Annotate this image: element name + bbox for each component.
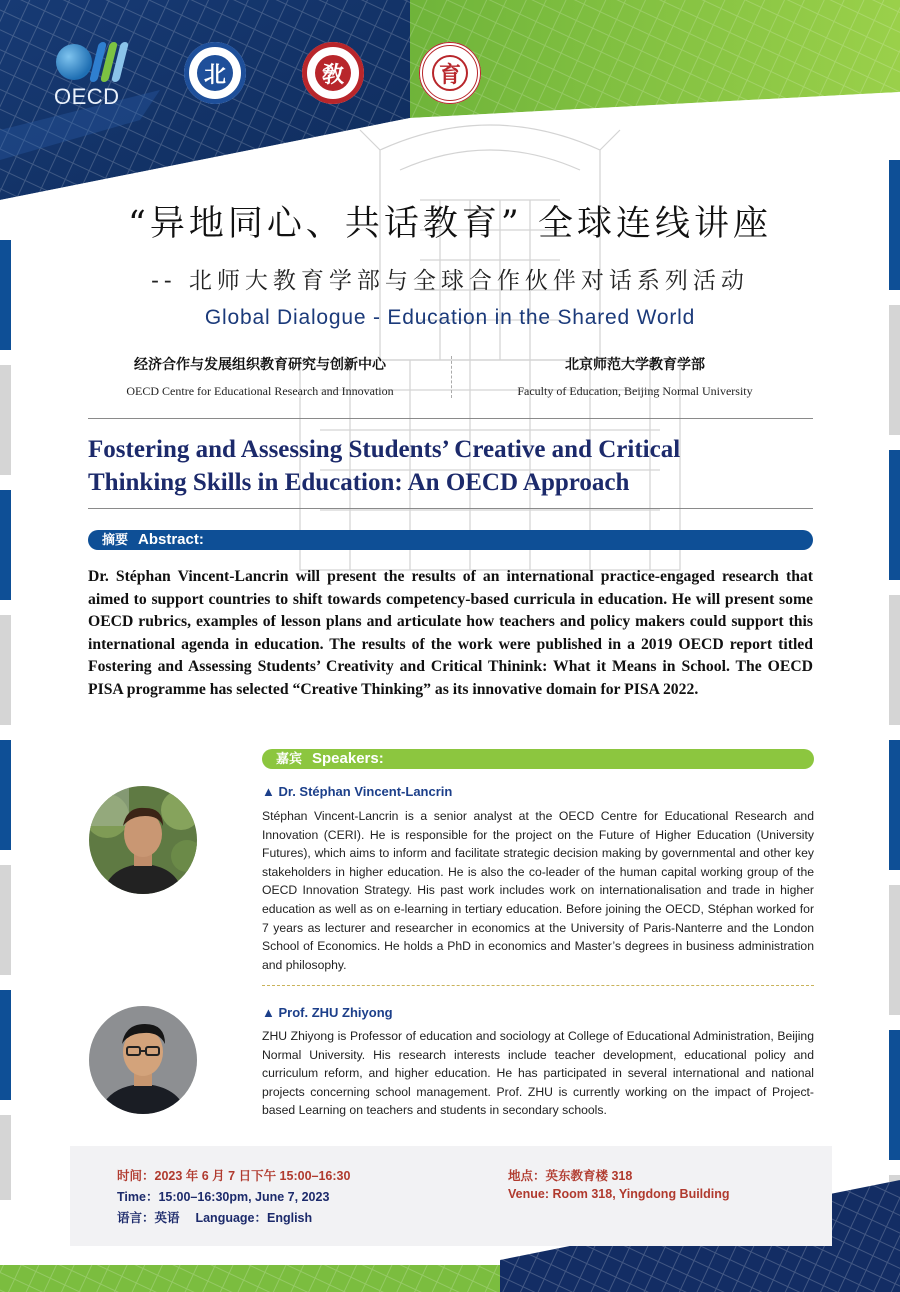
organizer-oecd	[70, 354, 450, 399]
abstract-text: Dr. Stéphan Vincent-Lancrin will present the results of an international practice-engaged research that aimed to support countries to shift towards competency-based curricula in education. He will present some OECD rubrics, examples of lesson plans and articulate how teachers and policy makers could support this international agenda in education. The results of the work were published in a 2019 OECD report titled Fostering and Assessing Students’ Creativity and Critical Thinink: What it Means in School. The OECD PISA programme has selected “Creative Thinking” as its innovative domain for PISA 2022.	[88, 568, 813, 698]
oecd-wordmark: OECD	[54, 84, 120, 109]
partner-seal-char: 育	[432, 55, 468, 91]
lecture-title-line1: Fostering and Assessing Students’ Creative and Critical	[88, 436, 681, 463]
speaker-1-avatar	[89, 786, 197, 894]
lecture-title	[88, 433, 828, 499]
speakers-label-cn: 嘉宾	[276, 752, 303, 767]
title-english: Global Dialogue - Education in the Shared World	[204, 306, 696, 329]
left-stripe	[0, 240, 11, 1200]
bnu-seal-char: 北	[197, 55, 233, 91]
speakers-label-en: Speakers:	[312, 750, 384, 767]
oecd-logo	[50, 38, 130, 110]
event-time-en: Time：15:00–16:30pm, June 7, 2023	[117, 1190, 330, 1204]
globe-icon	[56, 44, 92, 80]
event-language: 语言：英语 Language：English	[117, 1211, 313, 1225]
oecd-bars-icon	[94, 42, 124, 82]
speaker-divider	[262, 985, 814, 986]
organizer-bnu-cn: 北京师范大学教育学部	[565, 357, 705, 373]
organizer-bnu	[445, 354, 825, 399]
speakers-header-bar	[262, 749, 814, 769]
event-venue-cn: 地点：英东教育楼 318	[508, 1169, 633, 1183]
abstract-label-en: Abstract:	[138, 531, 204, 548]
speaker-2-avatar	[89, 1006, 197, 1114]
faculty-seal-logo	[302, 42, 364, 104]
lecture-title-line2: Thinking Skills in Education: An OECD Approach	[88, 469, 630, 496]
partner-seal-logo	[419, 42, 481, 104]
building-sketch-background	[260, 110, 720, 590]
organizer-oecd-en: OECD Centre for Educational Research and Innovation	[126, 384, 394, 398]
abstract-header-bar	[88, 530, 813, 550]
event-time-cn: 时间：2023 年 6 月 7 日下午 15:00–16:30	[117, 1169, 351, 1183]
speaker-1-name: ▲ Dr. Stéphan Vincent-Lancrin	[262, 784, 453, 799]
title-chinese: “异地同心、共话教育” 全球连线讲座	[128, 204, 772, 244]
bnu-seal-logo	[184, 42, 246, 104]
organizer-bnu-en: Faculty of Education, Beijing Normal University	[517, 384, 753, 398]
subtitle-chinese: -- 北师大教育学部与全球合作伙伴对话系列活动	[151, 268, 749, 294]
speaker-2-bio: ZHU Zhiyong is Professor of education and sociology at College of Educational Administration, Beijing Normal University. His research interests include teacher development, educational policy and curriculum reform, and higher education. He has participated in several international and national projects concerning school management. Prof. ZHU is currently working on the impact of Project-based Learning on teachers and students in secondary schools.	[262, 1029, 814, 1118]
bottom-rule	[88, 508, 813, 509]
speaker-2-name: ▲ Prof. ZHU Zhiyong	[262, 1005, 393, 1020]
organizer-oecd-cn: 经济合作与发展组织教育研究与创新中心	[134, 357, 386, 373]
faculty-seal-char: 敎	[315, 55, 351, 91]
abstract-label-cn: 摘要	[102, 533, 129, 548]
top-rule	[88, 418, 813, 419]
speaker-1-bio: Stéphan Vincent-Lancrin is a senior analyst at the OECD Centre for Educational Research and Innovation (CERI). He is responsible for the project on the Future of Higher Education (University Futures), which aims to inform and facilitate strategic decision making by governmental and other key stakeholders in higher education. He is also the co-leader of the human capital working group of the OECD Innovation Strategy. His past work includes work on internationalisation and trade in higher education as well as on e-learning in tertiary education. Before joining the OECD, Stéphan worked for 7 years as lecturer and researcher in economics at the University of Paris-Nanterre and the London School of Economics. He holds a PhD in economics and Master’s degrees in business administration and philosophy.	[262, 809, 814, 972]
event-venue-en: Venue: Room 318, Yingdong Building	[508, 1187, 730, 1201]
